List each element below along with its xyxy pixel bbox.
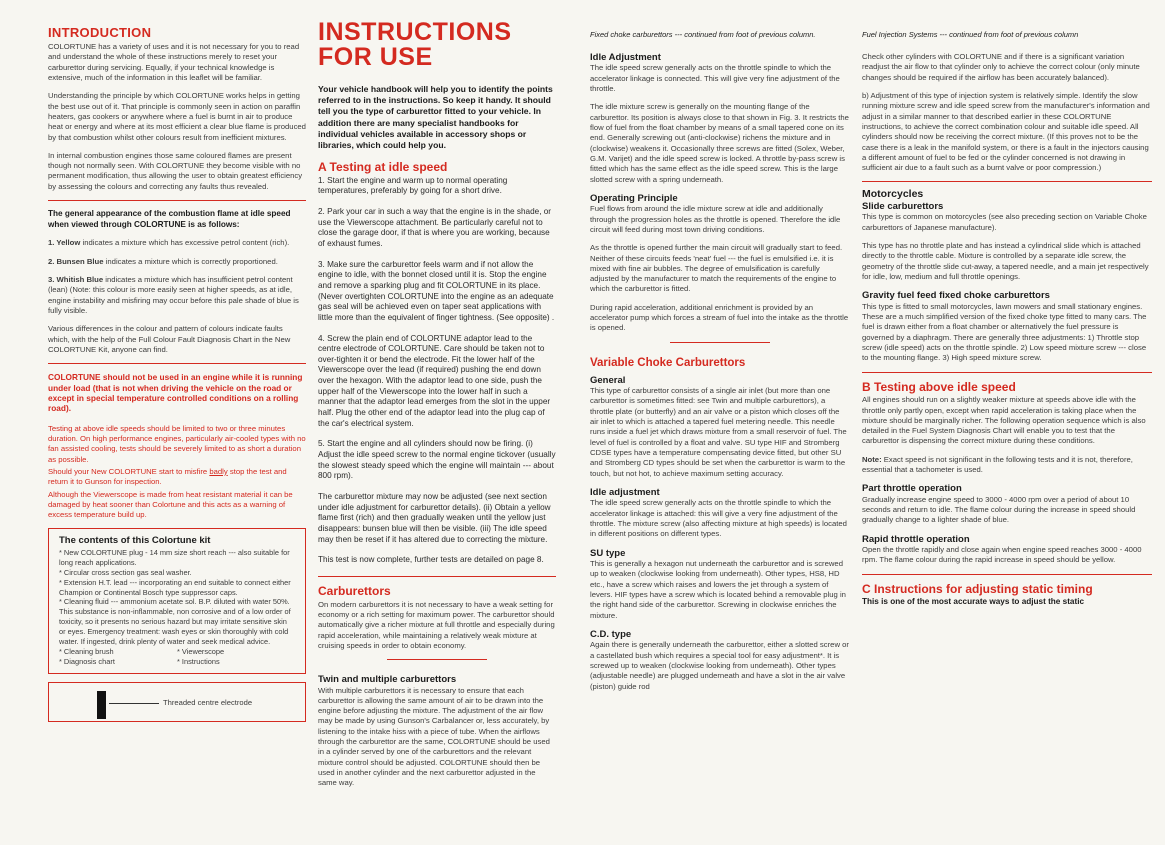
divider (48, 363, 306, 364)
section-b-paragraph: All engines should run on a slightly weaker mixture at speeds above idle with the throttle only partly open, except when rapid acceleration is taking place when the mixture should be marginally richer. The following operation sequence which is also detailed in the Fuel System Diagnosis Chart will enable you to test that the carburettor is dispensing the correct mixture during these conditions. (862, 395, 1146, 446)
kit-line: * New COLORTUNE plug - 14 mm size short reach --- also suitable for long reach applications. (59, 547, 290, 567)
su-type-heading: SU type (590, 547, 626, 559)
rapid-throttle-paragraph: Open the throttle rapidly and close again when engine speed reaches 3000 - 4000 rpm. The flame colour during the rapid increase in speed should be yellow. (862, 545, 1142, 565)
warning-paragraph-2 (48, 467, 306, 488)
carburettors-paragraph: On modern carburettors it is not necessary to have a weak setting for economy or a rich setting for maximum power. The carburettor should automatically give a richer mixture at full throttle and especially during rapid acceleration, while maintaining a relatively weak mixture at cruising speeds in order to obtain economy. (318, 599, 555, 650)
plug-icon (97, 691, 106, 719)
gravity-heading: Gravity fuel feed fixed choke carburettors (862, 290, 1050, 302)
idle-adjustment-heading: Idle Adjustment (590, 52, 661, 64)
column-instructions (318, 20, 556, 845)
whitish-label: 3. Whitish Blue (48, 275, 104, 284)
divider (862, 574, 1152, 575)
yellow-label: 1. Yellow (48, 238, 81, 248)
bunsen-text: indicates a mixture which is correctly proportioned. (103, 256, 278, 266)
flame-appearance-heading: The general appearance of the combustion flame at idle speed when viewed through COLORTUNE is as follows: (48, 209, 291, 229)
twin-heading: Twin and multiple carburettors (318, 674, 457, 686)
note-text: Exact speed is not significant in the following tests and it is not, therefore, essential that a tachometer is used. (862, 454, 1133, 475)
warning-paragraph-1: Testing at above idle speeds should be limited to two or three minutes duration. On high performance engines, particularly air-cooled types with no fan assisted cooling, tests should be severely limited to as short a duration as possible. (48, 423, 306, 464)
cd-paragraph: Again there is generally underneath the carburettor, either a slotted screw or a castellated bush which requires a special tool for easy adjustment*. It is screwed up to weaken (clockwise looking from underneath). Other types (adjustable needle) are plugged underneath and have a slot in the air valve (piston) guide rod (590, 640, 849, 691)
op-paragraph-2: As the throttle is opened further the main circuit will gradually start to feed. Neither of these circuits feeds 'neat' fuel --- the fuel is emulsified i.e. it is mixed with fine air bubbles. The degree of emulsification is carefully adjusted by the manufacturer to match the requirements of the engine to which the carburettor is fitted. (590, 243, 843, 294)
whitish-item (48, 275, 306, 316)
column-carburettors (590, 30, 850, 845)
intro-paragraph-2: Understanding the principle by which COLORTUNE works helps in getting the best use out of it. That principle is commonly seen in action on paraffin heaters, gas cookers or anywhere where a fuel is burnt in air to produce heat or energy and where at its most efficient a clear blue flame is produced by that combustion whilst other colours result from inefficient mixtures. (48, 91, 306, 142)
continued-note: Fuel Injection Systems --- continued from foot of previous column (862, 30, 1079, 39)
introduction-heading: INTRODUCTION (48, 26, 152, 40)
continued-note: Fixed choke carburettors --- continued from foot of previous column. (590, 30, 816, 39)
warning-paragraph-3: Although the Viewerscope is made from heat resistant material it can be damaged by heat sooner than Colortune and this acts as a warning of excess temperature build up. (48, 489, 293, 520)
section-c-paragraph: This is one of the most accurate ways to adjust the static (862, 597, 1085, 607)
motorcycles-heading: Motorcycles (862, 188, 924, 201)
column-fuel-injection (862, 30, 1152, 845)
bunsen-item (48, 257, 306, 267)
slide-heading: Slide carburettors (862, 201, 944, 213)
carburettors-heading: Carburettors (318, 583, 391, 598)
various-paragraph: Various differences in the colour and pattern of colours indicate faults which, with the help of the Full Colour Fault Diagnosis Chart in the New COLORTUNE Kit, anyone can find. (48, 324, 291, 354)
column-introduction (48, 26, 306, 845)
yellow-text: indicates a mixture which has excessive petrol content (rich). (80, 238, 290, 248)
note-paragraph (862, 455, 1152, 476)
kit-two-column (59, 647, 295, 667)
intro-paragraph-3: In internal combustion engines those same coloured flames are present though not normally seen. With COLORTUNE they become visible with no permanent modification, thus allowing the user to obtain greatest efficiency by assessing the colours and correcting any faults thus revealed. (48, 150, 303, 191)
cd-type-heading: C.D. type (590, 628, 632, 640)
kit-line: * Extension H.T. lead --- incorporating an end suitable to connect either Champion or Continental Bosch type suppressor caps. (59, 577, 291, 597)
gravity-paragraph: This type is fitted to small motorcycles, lawn mowers and small stationary engines. These are a much simplified version of the fixed choke type fitted to many cars. The fuel is drawn either from a float chamber or alternatively the fuel pressure is governed by a diaphragm. There are generally three adjustments: 1) Throttle stop screw (idle speed) acts on the throttle spindle. 2) Low speed mixture screw --- close to the mounting flange. 3) High speed mixture screw. (862, 301, 1147, 363)
warning-heading: COLORTUNE should not be used in an engine while it is running under load (that is not when driving the vehicle on the road or except in special temperature controlled conditions on a rolling road). (48, 372, 303, 414)
operating-principle-heading: Operating Principle (590, 192, 678, 204)
kit-line: * Diagnosis chart (59, 656, 115, 666)
op-paragraph-1: Fuel flows from around the idle mixture screw at idle and additionally through the progression holes as the throttle is opened. Therefore the idle circuit will feed during most town driving conditions. (590, 204, 841, 234)
twin-paragraph: With multiple carburettors it is necessary to ensure that each carburettor is allowing the same amount of air to be drawn into the engine before adjusting the mixture. The adjustment of the air flow may be made by using Gunson's Carbalancer or, less accurately, by listening to the intake hiss with a piece of tube. When the airflows through the carburettor are the same, COLORTUNE should be used in a cylinder served by one of the carburettors and the relevant mixture control should be adjusted. COLORTUNE should then be used in another cylinder and the next carburettor adjusted in the same way. (318, 685, 550, 788)
whitish-text: indicates a mixture which has insufficient petrol content (lean) (Note: this colour is more easily seen at higher speeds, as at idle, engine instability and misfiring may occur before this pale shade of blue is fully visible. (48, 275, 299, 315)
test-complete: This test is now complete, further tests are detailed on page 8. (318, 555, 544, 565)
idle-adjustment-2-heading: Idle adjustment (590, 486, 660, 498)
section-a-heading: A Testing at idle speed (318, 160, 448, 175)
short-divider (387, 659, 487, 660)
yellow-item (48, 238, 306, 248)
divider (48, 200, 306, 201)
idle-paragraph-1: The idle speed screw generally acts on the throttle spindle to which the accelerator linkage is connected. This will give very fine adjustment of the throttle. (590, 63, 840, 94)
fi-paragraph-2: b) Adjustment of this type of injection system is relatively simple. Identify the slow running mixture screw and idle speed screw from the manufacturer's information and adjust in a similar manner to that described earlier in these COLORTUNE instructions, to achieve the correct combination colour and suitable idle speed. All cylinders should now be receiving the correct mixture. (If this proves not to be the case there is a leak in the manifold system, or there is a fault in the injectors causing a different amount of fuel to be fed or the cylinder concerned is not drawing in sufficient air due to a fault such as a burnt valve or poor compression.) (862, 90, 1150, 173)
instructions-title: INSTRUCTIONS FOR USE (318, 20, 512, 71)
general-paragraph: This type of carburettor consists of a single air inlet (but more than one carburettor is sometimes fitted: see Twin and multiple carburettors), a throttle plate (or butterfly) and an air valve or a piston which closes off the air inlet to which is attached a tapered fuel metering needle. This needle runs inside a fuel jet which draws mixture from a small reservoir of fuel. The level of fuel is controlled by a float and valve. SU type HIF and Stromberg CDSE types have a temperature compensating device fitted, but other SU and Stromberg CD types should be set when the carburettor is warm to the touch, but not hot, to achieve maximum setting accuracy. (590, 386, 847, 478)
short-divider (670, 342, 770, 343)
leader-line (109, 703, 159, 704)
part-throttle-paragraph: Gradually increase engine speed to 3000 - 4000 rpm over a period of about 10 seconds and return to idle. The flame colour during the increase in speed should gradually change to a lighter shade of blue. (862, 494, 1136, 525)
warning-p2-a: Should your New COLORTUNE start to misfire (48, 466, 210, 476)
step-1: 1. Start the engine and warm up to normal operating temperatures, preferably by going for a short drive. (318, 175, 508, 196)
diagram-label: Threaded centre electrode (163, 697, 253, 707)
divider (862, 372, 1152, 373)
mixture-adjust: The carburettor mixture may now be adjusted (see next section under idle adjustment for carburettor details). (ii) Obtain a yellow flame first (rich) and then gradually weaken until the yellow just disappears: bunsen blue will then be visible. (iii) The idle speed may then be reset if it has altered due to correcting the mixture. (318, 492, 551, 544)
note-label: Note: (862, 454, 882, 464)
kit-line: * Cleaning fluid --- ammonium acetate sol. B.P. diluted with water 50%. This substance is non-inflammable, non corrosive and of a low order of toxicity, so it presents no serious hazard but may irritate sensitive skin or eyes. Emergency treatment: wash eyes or skin thoroughly with cold water. If ingested, drink plenty of water and seek medical advice. (59, 597, 291, 647)
step-5: 5. Start the engine and all cylinders should now be firing. (i) Adjust the idle speed screw to the normal engine tickover (usually the slowest steady speed which the engine will maintain --- about 800 rpm). (318, 439, 556, 481)
part-throttle-heading: Part throttle operation (862, 483, 962, 495)
kit-title: The contents of this Colortune kit (59, 535, 211, 547)
divider (318, 576, 556, 577)
step-4: 4. Screw the plain end of COLORTUNE adaptor lead to the centre electrode of COLORTUNE. Care should be taken not to over-tighten it or bend the electrode. Fit the lower half of the Viewerscope over the lead (if required) pushing the end down over the hexagon. With the adaptor lead to one side, push the upper half of the Viewerscope into the lower half in such a manner that the adaptor lead emerges from the slot in the upper half. Plug the other end of the adaptor lead into the plug cap of the car's electrical system. (318, 333, 551, 428)
kit-line: * Viewerscope (177, 647, 225, 657)
variable-choke-heading: Variable Choke Carburettors (590, 356, 746, 369)
bunsen-label: 2. Bunsen Blue (48, 256, 104, 266)
rapid-throttle-heading: Rapid throttle operation (862, 533, 970, 545)
op-paragraph-3: During rapid acceleration, additional enrichment is provided by an accelerator pump which forces a stream of fuel into the intake as the throttle is opened. (590, 302, 849, 333)
plug-diagram (48, 682, 306, 722)
warning-p2-b: stop the test and return it to Gunson for inspection. (48, 466, 287, 487)
idle-2-paragraph: The idle speed screw generally acts on the throttle spindle to which the accelerator linkage is attached: this will give a very fine adjustment of the throttle. The mixture screw (also affecting mixture at high speeds) is located in different positions on different types. (590, 498, 847, 539)
general-heading: General (590, 374, 626, 386)
instructions-intro: Your vehicle handbook will help you to identify the points referred to in the instructions. So keep it handy. It should tell you the type of carburettor fitted to your vehicle. In addition there are many specialist handbooks for individual vehicles available in accessory shops or libraries, which could help you. (318, 84, 553, 150)
kit-line: * Instructions (177, 656, 220, 666)
kit-line: * Circular cross section gas seal washer. (59, 567, 192, 577)
step-2: 2. Park your car in such a way that the engine is in the shade, or use the Viewerscope attachment. Be particularly careful not to close the garage door, if that is where you are working, because of exhaust fumes. (318, 206, 552, 248)
motorcycles-section (862, 181, 1152, 363)
step-3: 3. Make sure the carburettor feels warm and if not allow the engine to idle, with the bonnet closed until it is. Stop the engine and remove a sparking plug and fit COLORTUNE in its place. (Never overtighten COLORTUNE into the engine as an adequate gas seal will be achieved even on taper seat applications with little more than the equivalent of finger tightness. (See opposite) . (318, 259, 555, 322)
section-c-heading: C Instructions for adjusting static timing (862, 581, 1093, 596)
slide-paragraph-1: This type is common on motorcycles (see also preceding section on Variable Choke carburettors of Japanese manufacture). (862, 212, 1147, 232)
slide-paragraph-2: This type has no throttle plate and has instead a cylindrical slide which is attached directly to the throttle cable. Mixture is controlled by a separate idle screw, the geometry of the throttle slide cut-away, a tapered needle, and a main jet respectively for idle, low, medium and full throttle openings. (862, 241, 1149, 282)
idle-paragraph-2: The idle mixture screw is generally on the mounting flange of the carburettor. Its position is always close to that shown in Fig. 3. It restricts the flow of fuel from the float chamber by means of a small tapered cone on its end. Generally screwing out (anti-clockwise) richens the mixture and in (clockwise) weakens it. Occasionally three screws are fitted (Solex, Weber, G.M. Varijet) and the idle speed screw is locked. A throttle by-pass screw is fitted which has the same effect as the idle speed screw. This is the large slotted screw with a spring underneath. (590, 102, 849, 184)
kit-line: * Cleaning brush (59, 647, 114, 657)
su-paragraph: This is generally a hexagon nut underneath the carburettor and is screwed up to weaken (clockwise looking from underneath). Other types, HS8, HD etc., have a screw which raises and lowers the jet through a system of levers. HIF types have a screw which is located behind a removable plug in the right hand side of the carburettor. Screwing in clockwise enriches the mixture. (590, 559, 846, 620)
kit-contents-box (48, 528, 306, 673)
section-b-heading: B Testing above idle speed (862, 379, 1016, 394)
fi-paragraph-1: Check other cylinders with COLORTUNE and if there is a significant variation readjust the air flow to that cylinder only to achieve the correct colour (only minute changes should be required if the airflow has been accurately balanced). (862, 52, 1140, 82)
intro-paragraph-1: COLORTUNE has a variety of uses and it is not necessary for you to read and understand the whole of these instructions merely to reset your carburettor during servicing. Equally, if your technical knowledge is extensive, much of the information in this leaflet will be familiar. (48, 42, 300, 82)
warning-p2-underline: badly (209, 466, 228, 476)
